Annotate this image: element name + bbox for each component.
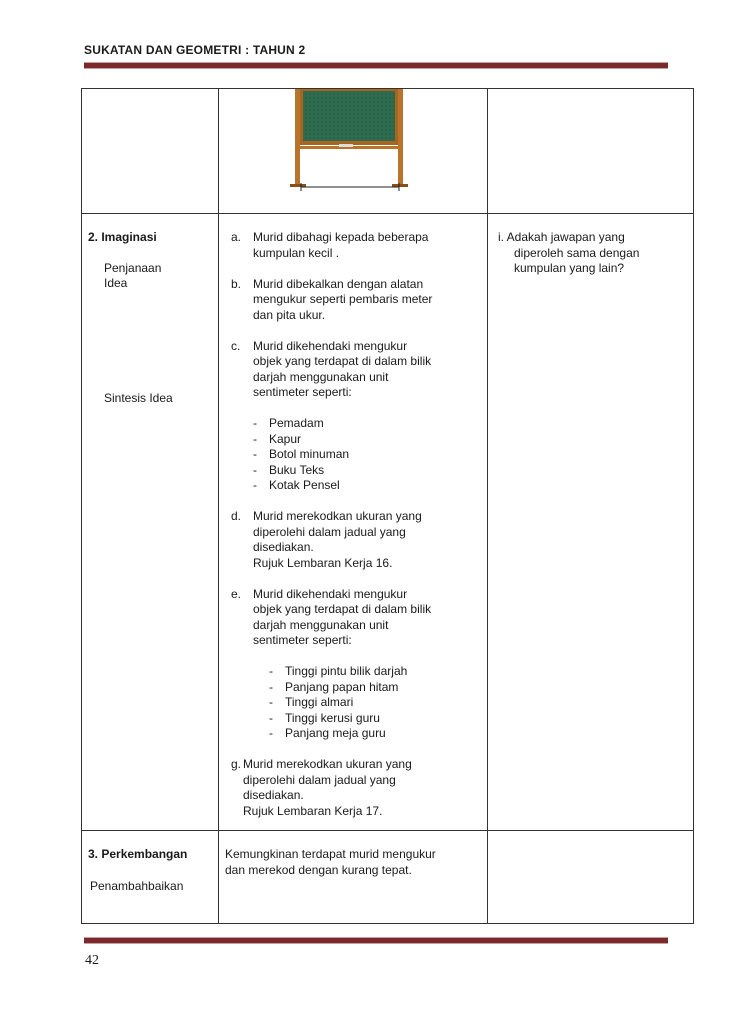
notes-cell xyxy=(488,89,694,214)
table-row xyxy=(82,89,694,214)
list-item: b. Murid dibekalkan dengan alatan mengukur seperti pembaris meter dan pita ukur. xyxy=(231,276,433,322)
lesson-plan-table xyxy=(81,88,694,924)
chalkboard-icon xyxy=(289,89,409,201)
substage-label: Penjanaan xyxy=(104,260,162,275)
list-item: diperolehi dalam jadual yang disediakan. Rujuk Lembaran Kerja 17. xyxy=(243,772,396,818)
list-item: - Panjang meja guru xyxy=(269,726,386,740)
substage-label: Idea xyxy=(104,276,128,290)
activity-cell xyxy=(219,831,488,924)
list-item: - Tinggi almari xyxy=(269,695,354,709)
list-item: - Tinggi pintu bilik darjah xyxy=(269,664,408,678)
substage-label: Penambahbaikan xyxy=(90,878,184,893)
list-item: c. Murid dikehendaki mengukur objek yang terdapat di dalam bilik darjah menggunakan unit sentimeter seperti: xyxy=(231,338,432,399)
header-divider xyxy=(84,62,668,69)
list-item: - Pemadam xyxy=(253,416,324,430)
activity-cell xyxy=(219,89,488,214)
substage-label: Sintesis Idea xyxy=(104,390,173,405)
list-item: e. Murid dikehendaki mengukur objek yang terdapat di dalam bilik darjah menggunakan unit sentimeter seperti: xyxy=(231,586,432,647)
list-item: - Panjang papan hitam xyxy=(269,679,399,694)
table-row xyxy=(82,214,694,831)
activity-cell xyxy=(219,214,488,831)
activity-text: Kemungkinan terdapat murid mengukur xyxy=(225,847,436,861)
notes-cell xyxy=(488,214,694,831)
list-item: d. Murid merekodkan ukuran yang diperolehi dalam jadual yang disediakan. Rujuk Lembaran Kerja 16. xyxy=(231,509,422,570)
activity-text: dan merekod dengan kurang tepat. xyxy=(225,862,412,877)
footer-divider xyxy=(84,937,668,944)
table-row xyxy=(82,831,694,924)
list-item: g. Murid merekodkan ukuran yang xyxy=(231,757,412,771)
stage-title: 2. Imaginasi xyxy=(88,230,157,244)
stage-cell xyxy=(82,831,219,924)
stage-title: 3. Perkembangan xyxy=(88,847,188,861)
reflection-question: i. Adakah jawapan yang diperoleh sama dengan kumpulan yang lain? xyxy=(498,230,640,275)
list-item: a. Murid dibahagi kepada beberapa kumpulan kecil . xyxy=(231,230,429,260)
page-header-title: SUKATAN DAN GEOMETRI : TAHUN 2 xyxy=(84,43,306,57)
list-item: - Tinggi kerusi guru xyxy=(269,710,380,725)
list-item: - Kapur xyxy=(253,431,302,446)
notes-cell xyxy=(488,831,694,924)
list-item: - Botol minuman xyxy=(253,447,350,461)
stage-cell xyxy=(82,89,219,214)
stage-cell xyxy=(82,214,219,831)
list-item: - Buku Teks xyxy=(253,462,325,477)
page-number: 42 xyxy=(85,953,99,968)
list-item: - Kotak Pensel xyxy=(253,478,340,492)
